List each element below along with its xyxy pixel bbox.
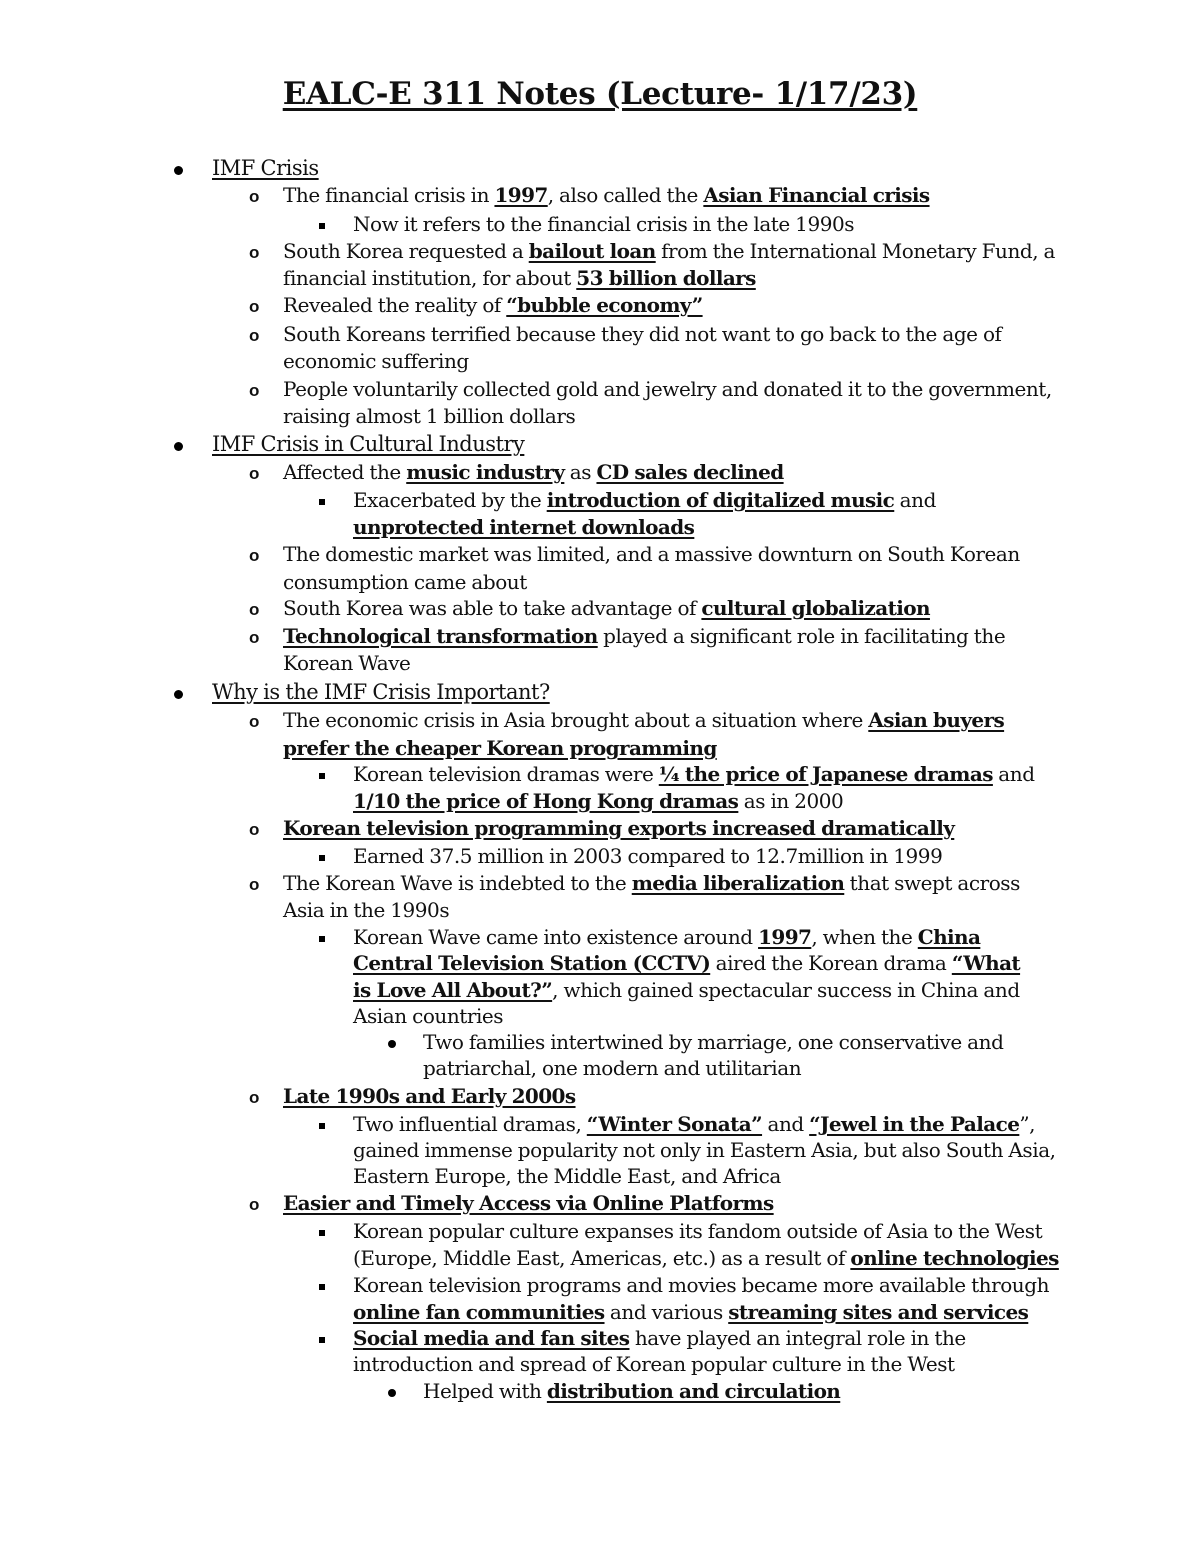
key-term: 1997 (494, 183, 548, 207)
note-text: Eastern Europe, the Middle East, and Africa (353, 1164, 781, 1188)
note-text: Affected the (283, 460, 407, 484)
note-text: The financial crisis in (283, 183, 495, 207)
note-text: Korean Wave came into existence around (353, 925, 759, 949)
heading-text: Why is the IMF Crisis Important? (212, 680, 550, 704)
note-line (283, 182, 930, 209)
note-text: Exacerbated by the (353, 488, 547, 512)
bullet-dot-icon (388, 1389, 396, 1397)
page-title: EALC-E 311 Notes (Lecture- 1/17/23) (282, 76, 918, 112)
note-line (283, 292, 703, 319)
note-line (283, 459, 784, 486)
note-text: have played an integral role in the (629, 1326, 966, 1350)
note-text: and (762, 1112, 810, 1136)
bullet-circle-icon: o (249, 600, 260, 619)
note-text: Helped with (423, 1379, 547, 1403)
key-term: is Love All About?” (353, 978, 553, 1002)
bullet-circle-icon: o (249, 546, 260, 565)
note-line (283, 348, 469, 375)
key-term: Korean television programming exports increased dramatically (283, 816, 955, 840)
note-text: Korean television programs and movies became more available through (353, 1273, 1050, 1297)
note-text: and various (604, 1300, 729, 1324)
bullet-circle-icon: o (249, 297, 260, 316)
note-text: The Korean Wave is indebted to the (283, 871, 632, 895)
note-text: economic suffering (283, 349, 469, 373)
key-term: China (917, 925, 981, 949)
note-text: Two families intertwined by marriage, one conservative and (423, 1030, 1004, 1054)
bullet-circle-icon: o (249, 243, 260, 262)
note-text: , which gained spectacular success in China and (552, 978, 1020, 1002)
note-line (353, 514, 694, 541)
bullet-disc-icon (174, 166, 183, 175)
note-text: Korean Wave (283, 651, 411, 675)
note-text: The domestic market was limited, and a massive downturn on South Korean (283, 542, 1020, 566)
note-text: Two influential dramas, (353, 1112, 587, 1136)
bullet-circle-icon: o (249, 875, 260, 894)
note-line (353, 1003, 503, 1030)
note-line (353, 1272, 1049, 1299)
note-text: consumption came about (283, 570, 527, 594)
note-line (353, 843, 942, 870)
note-line (283, 1190, 774, 1217)
section-heading (212, 431, 524, 458)
note-text: South Koreans terrified because they did not want to go back to the age of (283, 322, 1002, 346)
note-line (353, 211, 854, 238)
note-text: Earned 37.5 million in 2003 compared to 12.7million in 1999 (353, 844, 943, 868)
note-line (283, 569, 527, 596)
note-text: Now it refers to the financial crisis in the late 1990s (353, 212, 855, 236)
key-term: prefer the cheaper Korean programming (283, 736, 717, 760)
key-term: bailout loan (528, 239, 656, 263)
note-text: raising almost 1 billion dollars (283, 404, 576, 428)
section-heading (212, 155, 319, 182)
note-line (423, 1055, 801, 1082)
bullet-square-icon (319, 499, 325, 505)
key-term: Central Television Station (CCTV) (353, 951, 711, 975)
note-line (353, 1111, 1035, 1138)
section-heading (212, 679, 550, 706)
key-term: CD sales declined (596, 460, 784, 484)
note-line (353, 1325, 966, 1352)
heading-text: IMF Crisis in Cultural Industry (212, 432, 525, 456)
key-term: 1/10 the price of Hong Kong dramas (353, 789, 739, 813)
note-line (283, 403, 575, 430)
key-term: Late 1990s and Early 2000s (283, 1084, 576, 1108)
key-term: ¼ the price of Japanese dramas (658, 762, 993, 786)
bullet-circle-icon: o (249, 464, 260, 483)
bullet-circle-icon: o (249, 187, 260, 206)
note-line (353, 1245, 1059, 1272)
note-text: South Korea requested a (283, 239, 529, 263)
note-text: introduction and spread of Korean popular culture in the West (353, 1352, 955, 1376)
note-text: Revealed the reality of (283, 293, 507, 317)
key-term: Asian buyers (868, 708, 1005, 732)
note-text: as (564, 460, 597, 484)
key-term: “Winter Sonata” (586, 1112, 763, 1136)
bullet-square-icon (319, 1123, 325, 1129)
note-line (353, 761, 1035, 788)
key-term: streaming sites and services (728, 1300, 1029, 1324)
key-term: unprotected internet downloads (353, 515, 695, 539)
note-text: played a significant role in facilitating the (597, 624, 1006, 648)
bullet-dot-icon (388, 1040, 396, 1048)
key-term: online fan communities (353, 1300, 605, 1324)
bullet-circle-icon: o (249, 820, 260, 839)
bullet-square-icon (319, 855, 325, 861)
note-line (353, 1351, 955, 1378)
key-term: introduction of digitalized music (546, 488, 895, 512)
note-text: from the International Monetary Fund, a (655, 239, 1056, 263)
note-text: , also called the (547, 183, 704, 207)
bullet-square-icon (319, 1284, 325, 1290)
note-text: gained immense popularity not only in Eastern Asia, but also South Asia, (353, 1138, 1056, 1162)
note-text: patriarchal, one modern and utilitarian (423, 1056, 802, 1080)
note-line (353, 1218, 1042, 1245)
note-text: , when the (811, 925, 918, 949)
key-term: Easier and Timely Access via Online Platforms (283, 1191, 774, 1215)
note-text: financial institution, for about (283, 266, 577, 290)
note-text: South Korea was able to take advantage of (283, 596, 702, 620)
key-term: “bubble economy” (506, 293, 703, 317)
bullet-square-icon (319, 1230, 325, 1236)
note-line (353, 977, 1020, 1004)
key-term: media liberalization (631, 871, 845, 895)
note-line (353, 788, 843, 815)
note-text: ”, (1019, 1112, 1036, 1136)
note-text: aired the Korean drama (710, 951, 952, 975)
bullet-circle-icon: o (249, 628, 260, 647)
key-term: distribution and circulation (546, 1379, 841, 1403)
note-line (283, 238, 1055, 265)
note-line (283, 623, 1005, 650)
note-text: and (992, 762, 1035, 786)
bullet-circle-icon: o (249, 326, 260, 345)
bullet-square-icon (319, 1337, 325, 1343)
bullet-disc-icon (174, 442, 183, 451)
key-term: cultural globalization (701, 596, 930, 620)
note-line (283, 707, 1004, 734)
key-term: “Jewel in the Palace (809, 1112, 1020, 1136)
note-line (283, 1083, 576, 1110)
note-line (283, 870, 1020, 897)
note-line (353, 1163, 781, 1190)
note-line (283, 265, 756, 292)
note-line (283, 815, 954, 842)
note-text: The economic crisis in Asia brought about a situation where (283, 708, 869, 732)
note-text: Korean popular culture expanses its fandom outside of Asia to the West (353, 1219, 1043, 1243)
note-text: and (894, 488, 936, 512)
note-line (283, 541, 1020, 568)
bullet-square-icon (319, 936, 325, 942)
bullet-circle-icon: o (249, 712, 260, 731)
key-term: 53 billion dollars (576, 266, 756, 290)
key-term: online technologies (850, 1246, 1059, 1270)
key-term: Social media and fan sites (353, 1326, 630, 1350)
note-line (353, 487, 936, 514)
note-text: as in 2000 (738, 789, 844, 813)
bullet-circle-icon: o (249, 381, 260, 400)
note-text: (Europe, Middle East, Americas, etc.) as a result of (353, 1246, 851, 1270)
note-line (423, 1029, 1003, 1056)
key-term: Technological transformation (283, 624, 598, 648)
note-line (283, 897, 449, 924)
bullet-disc-icon (174, 690, 183, 699)
note-text: Korean television dramas were (353, 762, 659, 786)
bullet-square-icon (319, 773, 325, 779)
note-line (283, 735, 717, 762)
note-line (283, 650, 410, 677)
note-text: People voluntarily collected gold and jewelry and donated it to the government, (283, 377, 1052, 401)
note-text: Asian countries (353, 1004, 504, 1028)
key-term: Asian Financial crisis (703, 183, 930, 207)
note-line (283, 595, 930, 622)
key-term: 1997 (758, 925, 812, 949)
note-line (283, 376, 1052, 403)
note-line (353, 924, 980, 951)
note-text: Asia in the 1990s (283, 898, 450, 922)
note-line (353, 950, 1020, 977)
bullet-circle-icon: o (249, 1195, 260, 1214)
note-line (353, 1299, 1028, 1326)
note-line (353, 1137, 1056, 1164)
key-term: “What (951, 951, 1021, 975)
bullet-circle-icon: o (249, 1088, 260, 1107)
bullet-square-icon (319, 223, 325, 229)
note-line (283, 321, 1002, 348)
heading-text: IMF Crisis (212, 156, 319, 180)
note-line (423, 1378, 840, 1405)
key-term: music industry (406, 460, 565, 484)
note-text: that swept across (844, 871, 1020, 895)
